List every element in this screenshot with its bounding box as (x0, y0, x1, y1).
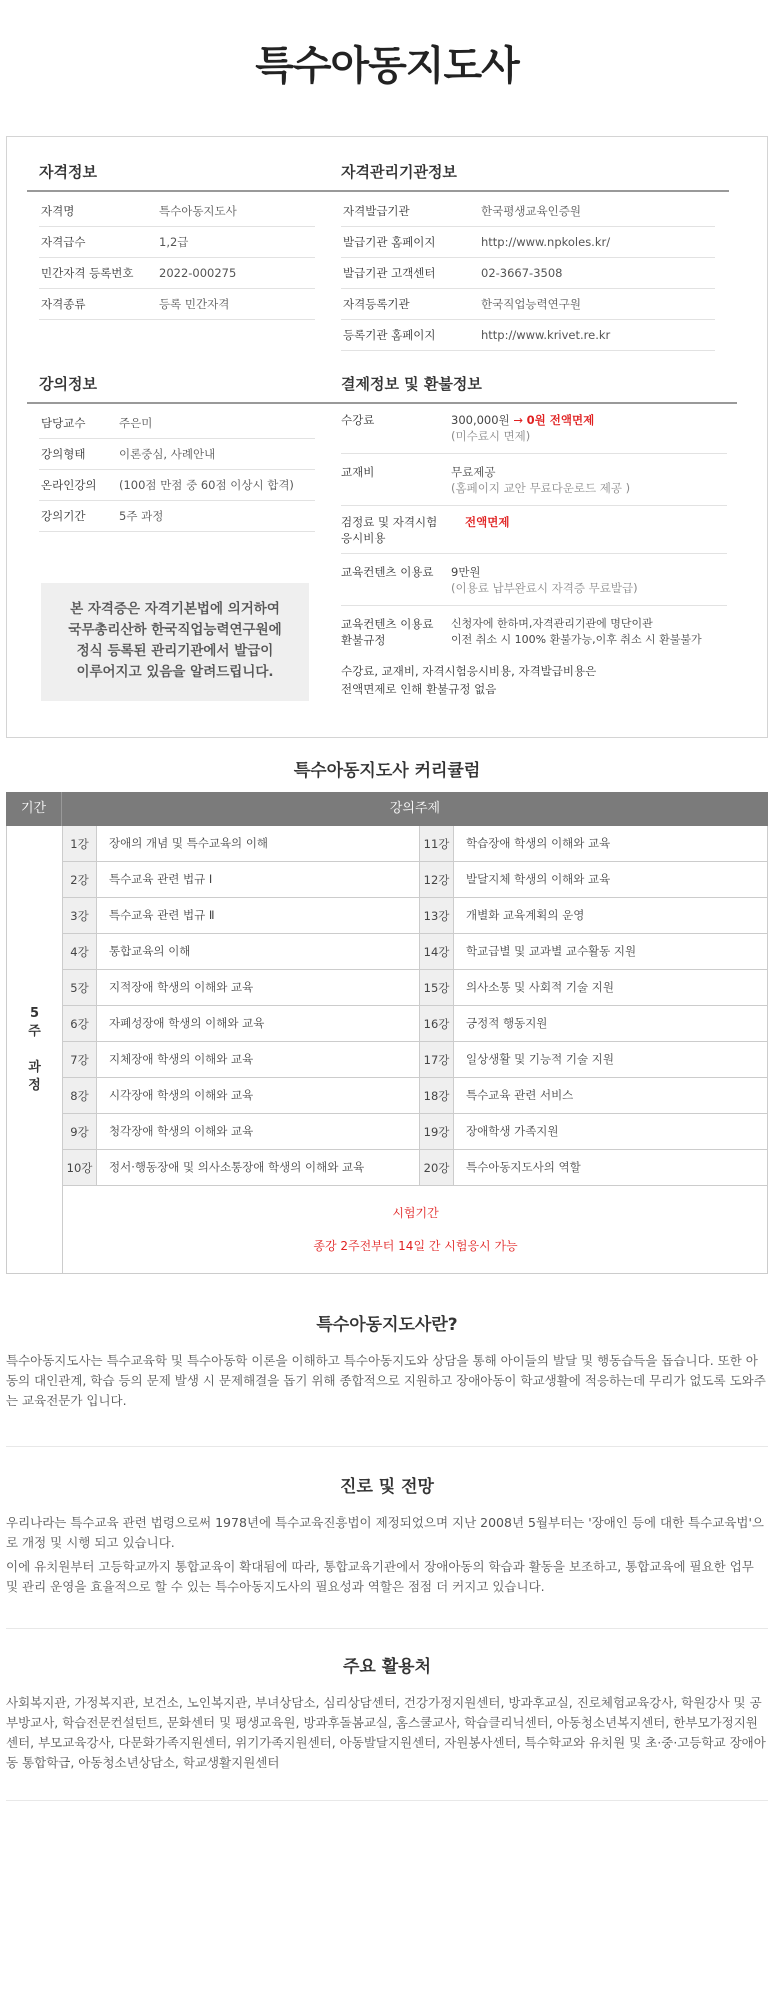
lesson-title: 자폐성장애 학생의 이해와 교육 (109, 1016, 265, 1030)
lesson-number: 3강 (63, 898, 97, 933)
lesson-title: 긍정적 행동지원 (466, 1016, 548, 1030)
refund-note-line: 수강료, 교재비, 자격시험응시비용, 자격발급비용은 (341, 664, 597, 678)
curriculum-title: 특수아동지도사 커리큘럼 (293, 761, 481, 781)
refund-label: 환불규정 (341, 633, 386, 647)
lecture-info-value: 5주 과정 (119, 509, 164, 523)
lesson-number: 13강 (420, 898, 454, 933)
refund-note-line: 전액면제로 인해 환불규정 없음 (341, 682, 497, 696)
org-info-row (341, 227, 715, 258)
notice-line: 이루어지고 있음을 알려드립니다. (76, 664, 274, 680)
notice-line: 정식 등록된 관리기관에서 발급이 (76, 643, 274, 659)
career-paragraph: 이에 유치원부터 고등학교까지 통합교육이 확대됨에 따라, 통합교육기관에서 장애아동의 학습과 활동을 보조하고, 통합교육에 필요한 업무 및 관리 운영을 효율적으로 할 수 있는 특수아동지도사의 필요성과 역할은 점점 더 커지고 있습니다. (6, 1559, 754, 1594)
lesson-title: 개별화 교육계획의 운영 (466, 908, 585, 922)
curriculum-body (6, 826, 768, 1274)
lesson-number: 10강 (63, 1150, 97, 1185)
qual-info-key: 민간자격 등록번호 (41, 266, 134, 280)
textbook-sub: (홈페이지 교안 무료다운로드 제공 ) (451, 481, 631, 495)
exam-info (63, 1186, 768, 1273)
org-info-value: 한국평생교육인증원 (481, 204, 581, 218)
lesson-number: 20강 (420, 1150, 454, 1185)
lesson-title: 장애학생 가족지원 (466, 1124, 559, 1138)
notice-line: 본 자격증은 자격기본법에 의거하여 (70, 601, 280, 617)
lesson-title: 발달지체 학생의 이해와 교육 (466, 872, 611, 886)
period-line: 5 (29, 1005, 40, 1021)
registrar-homepage-link[interactable]: http://www.krivet.re.kr (481, 328, 611, 342)
lesson-number: 2강 (63, 862, 97, 897)
lecture-info-value: (100점 만점 중 60점 이상시 합격) (119, 478, 294, 492)
career-paragraph: 우리나라는 특수교육 관련 법령으로써 1978년에 특수교육진흥법이 제정되었으며 지난 2008년 5월부터는 '장애인 등에 대한 특수교육법'으로 개정 및 시행 되고 있습니다. (6, 1515, 765, 1550)
qual-info-row (39, 289, 315, 320)
exam-desc: 종강 2주전부터 14일 간 시험응시 가능 (313, 1239, 518, 1253)
org-info-row (341, 320, 715, 351)
lesson-title: 학교급별 및 교과별 교수활동 지원 (466, 944, 637, 958)
lesson-title: 청각장애 학생의 이해와 교육 (109, 1124, 254, 1138)
usage-body: 사회복지관, 가정복지관, 보건소, 노인복지관, 부녀상담소, 심리상담센터, 건강가정지원센터, 방과후교실, 진로체험교육강사, 학원강사 및 공부방교사, 학습전문컨설턴트, 문화센터 및 평생교육원, 방과후돌봄교실, 홈스쿨교사, 학습클리닉센터, 아동청소년복지센터, 한부모가정지원센터, 부모교육강사, 다문화가족지원센터, 위기가족지원센터, 아동발달지원센터, 자원봉사센터, 특수학교와 유치원 및 초·중·고등학교 장애아동 통합학급, 아동청소년상담소, 학교생활지원센터 (6, 1695, 766, 1770)
notice-line: 국무총리산하 한국직업능력연구원에 (68, 622, 282, 638)
exam-fee-label: 검정료 및 자격시험 (341, 515, 438, 529)
fee-arrow: → (513, 413, 523, 427)
lesson-number: 9강 (63, 1114, 97, 1149)
lesson-row (63, 934, 420, 970)
exam-fee-value: 전액면제 (465, 515, 510, 529)
lesson-row (420, 970, 768, 1006)
lesson-title: 일상생활 및 기능적 기술 지원 (466, 1052, 614, 1066)
lesson-row (63, 898, 420, 934)
content-fee-sub: (이용료 납부완료시 자격증 무료발급) (451, 581, 638, 595)
col-period: 기간 (6, 792, 62, 826)
qual-info-key: 자격종류 (41, 297, 86, 311)
content-fee-value: 9만원 (451, 565, 481, 579)
fee-row (341, 404, 727, 454)
refund-value: 신청자에 한하며,자격관리기관에 명단이관 (451, 617, 653, 630)
lesson-number: 16강 (420, 1006, 454, 1041)
divider (6, 1446, 768, 1447)
fee-price: 300,000원 (451, 413, 510, 427)
org-info-value: 02-3667-3508 (481, 266, 563, 280)
lesson-row (420, 1006, 768, 1042)
lesson-number: 12강 (420, 862, 454, 897)
lesson-row (420, 862, 768, 898)
lecture-info-row (39, 470, 315, 501)
lesson-title: 시각장애 학생의 이해와 교육 (109, 1088, 254, 1102)
lecture-info-row (39, 439, 315, 470)
lecture-info-key: 온라인강의 (41, 478, 97, 492)
lecture-info-key: 강의형태 (41, 447, 86, 461)
usage-section (6, 1652, 768, 1773)
lesson-number: 18강 (420, 1078, 454, 1113)
refund-label: 교육컨텐츠 이용료 (341, 617, 434, 631)
lesson-row (63, 1150, 420, 1186)
qual-info-row (39, 258, 315, 289)
content-fee-row (341, 554, 727, 606)
lesson-number: 6강 (63, 1006, 97, 1041)
qual-info-key: 자격명 (41, 204, 75, 218)
fee-free: 0원 전액면제 (526, 413, 595, 427)
lesson-title: 의사소통 및 사회적 기술 지원 (466, 980, 614, 994)
lesson-row (420, 1078, 768, 1114)
lecture-info-key: 강의기간 (41, 509, 86, 523)
textbook-value: 무료제공 (451, 465, 496, 479)
textbook-row (341, 454, 727, 506)
lesson-title: 특수교육 관련 법규 Ⅰ (109, 872, 213, 886)
lesson-number: 4강 (63, 934, 97, 969)
lesson-title: 장애의 개념 및 특수교육의 이해 (109, 836, 269, 850)
lecture-info-value: 이론중심, 사례안내 (119, 447, 216, 461)
lesson-row (63, 1114, 420, 1150)
lecture-info-row (39, 408, 315, 439)
org-info-key: 자격등록기관 (343, 297, 410, 311)
about-body: 특수아동지도사는 특수교육학 및 특수아동학 이론을 이해하고 특수아동지도와 상담을 통해 아이들의 발달 및 행동습득을 돕습니다. 또한 아동의 대인관계, 학습 등의 문제 발생 시 문제해결을 돕기 위해 종합적으로 지원하고 장애아동이 학교생활에 적응하는데 무리가 없도록 도와주는 교육전문가 입니다. (6, 1353, 766, 1408)
exam-title: 시험기간 (392, 1206, 439, 1220)
about-heading: 특수아동지도사란? (316, 1315, 458, 1335)
org-info-row (341, 258, 715, 289)
divider (6, 1800, 768, 1801)
lesson-number: 15강 (420, 970, 454, 1005)
lesson-title: 통합교육의 이해 (109, 944, 191, 958)
lecture-info-value: 주은미 (119, 416, 153, 430)
lesson-row (420, 1114, 768, 1150)
org-info-panel (329, 161, 729, 351)
lecture-info-row (39, 501, 315, 532)
curriculum-header (6, 792, 768, 826)
page-title: 특수아동지도사 (255, 43, 519, 89)
qual-info-value: 등록 민간자격 (159, 297, 230, 311)
career-section (6, 1472, 768, 1597)
qual-info-value: 1,2급 (159, 235, 189, 249)
lesson-row (420, 934, 768, 970)
exam-fee-label: 응시비용 (341, 531, 386, 545)
lesson-row (420, 1150, 768, 1186)
info-box (6, 136, 768, 738)
org-info-key: 등록기관 홈페이지 (343, 328, 436, 342)
qual-info-value: 특수아동지도사 (159, 204, 237, 218)
lesson-number: 11강 (420, 826, 454, 861)
lesson-number: 17강 (420, 1042, 454, 1077)
fee-label: 수강료 (341, 413, 375, 427)
lesson-title: 특수아동지도사의 역할 (466, 1160, 581, 1174)
lesson-number: 1강 (63, 826, 97, 861)
qual-info-panel (27, 161, 329, 320)
lesson-row (420, 898, 768, 934)
org-info-key: 자격발급기관 (343, 204, 410, 218)
refund-value: 이전 취소 시 100% 환불가능,이후 취소 시 환불불가 (451, 633, 702, 646)
lecture-info-panel (27, 373, 329, 532)
period-line: 정 (28, 1077, 41, 1093)
lesson-title: 지체장애 학생의 이해와 교육 (109, 1052, 254, 1066)
divider (6, 1628, 768, 1629)
about-section (6, 1310, 768, 1411)
refund-row (341, 606, 727, 654)
refund-note (341, 662, 737, 698)
qual-info-row (39, 227, 315, 258)
qual-info-key: 자격급수 (41, 235, 86, 249)
lesson-number: 8강 (63, 1078, 97, 1113)
lesson-title: 특수교육 관련 서비스 (466, 1088, 574, 1102)
career-heading: 진로 및 전망 (340, 1477, 434, 1497)
period-line: 과 (28, 1059, 41, 1075)
col-topic: 강의주제 (389, 801, 441, 816)
org-info-value: 한국직업능력연구원 (481, 297, 581, 311)
exam-fee-row (341, 506, 727, 554)
lesson-row (63, 826, 420, 862)
qual-info-heading: 자격정보 (27, 161, 329, 192)
lesson-number: 14강 (420, 934, 454, 969)
issuer-homepage-link[interactable]: http://www.npkoles.kr/ (481, 235, 611, 249)
lesson-row (63, 1006, 420, 1042)
payment-heading: 결제정보 및 환불정보 (329, 373, 737, 404)
lesson-title: 특수교육 관련 법규 Ⅱ (109, 908, 215, 922)
certificate-notice (41, 583, 309, 701)
lesson-row (63, 1042, 420, 1078)
org-info-key: 발급기관 고객센터 (343, 266, 436, 280)
period-line: 주 (28, 1023, 41, 1039)
lecture-info-heading: 강의정보 (27, 373, 329, 404)
fee-sub: (미수료시 면제) (451, 429, 531, 443)
lesson-number: 7강 (63, 1042, 97, 1077)
lecture-info-key: 담당교수 (41, 416, 86, 430)
lesson-title: 학습장애 학생의 이해와 교육 (466, 836, 611, 850)
org-info-key: 발급기관 홈페이지 (343, 235, 436, 249)
textbook-label: 교재비 (341, 465, 375, 479)
lesson-number: 5강 (63, 970, 97, 1005)
lesson-row (420, 826, 768, 862)
usage-heading: 주요 활용처 (342, 1657, 432, 1677)
lesson-title: 지적장애 학생의 이해와 교육 (109, 980, 254, 994)
org-info-heading: 자격관리기관정보 (329, 161, 729, 192)
lesson-row (420, 1042, 768, 1078)
payment-panel (329, 373, 737, 698)
org-info-row (341, 196, 715, 227)
period-cell (7, 826, 63, 1273)
qual-info-row (39, 196, 315, 227)
lesson-row (63, 862, 420, 898)
qual-info-value: 2022-000275 (159, 266, 237, 280)
lesson-title: 정서·행동장애 및 의사소통장애 학생의 이해와 교육 (109, 1160, 365, 1174)
lesson-row (63, 970, 420, 1006)
lesson-row (63, 1078, 420, 1114)
content-fee-label: 교육컨텐츠 이용료 (341, 565, 434, 579)
org-info-row (341, 289, 715, 320)
lesson-number: 19강 (420, 1114, 454, 1149)
